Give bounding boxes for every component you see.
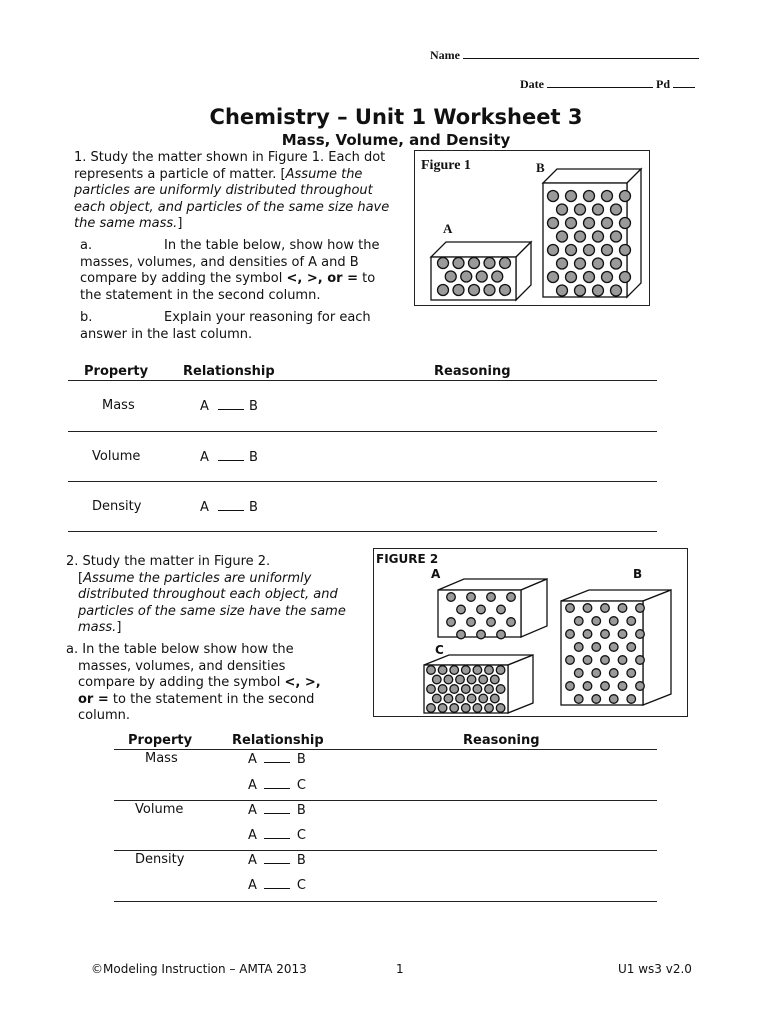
particle-dot xyxy=(492,271,503,282)
q2-mass-ab-blank[interactable] xyxy=(264,751,290,763)
particle-dot xyxy=(438,704,447,713)
q2-header-reasoning: Reasoning xyxy=(463,733,540,748)
figure-2 xyxy=(373,548,688,717)
particle-dot xyxy=(574,695,583,704)
particle-dot xyxy=(627,695,636,704)
particle-dot xyxy=(444,675,453,684)
q2-mass-row-ab: A B xyxy=(248,752,306,767)
particle-dot xyxy=(574,669,583,678)
particle-dot xyxy=(469,258,480,269)
particle-dot xyxy=(611,204,622,215)
particle-dot xyxy=(548,191,559,202)
page-subtitle: Mass, Volume, and Density xyxy=(281,131,511,149)
particle-dot xyxy=(433,694,442,703)
particle-dot xyxy=(457,630,466,639)
q1-density-answer-blank[interactable] xyxy=(218,499,244,511)
particle-dot xyxy=(574,643,583,652)
particle-dot xyxy=(609,643,618,652)
particle-dot xyxy=(447,593,456,602)
particle-dot xyxy=(620,272,631,283)
period-label: Pd xyxy=(656,77,671,91)
particle-dot xyxy=(507,618,516,627)
particle-dot xyxy=(485,666,494,675)
q2-volume-row-ab: A B xyxy=(248,803,306,818)
particle-dot xyxy=(485,685,494,694)
particle-dot xyxy=(575,285,586,296)
q1-volume-answer-blank[interactable] xyxy=(218,449,244,461)
particle-dot xyxy=(457,605,466,614)
particle-dot xyxy=(566,682,575,691)
particle-dot xyxy=(593,204,604,215)
particle-dot xyxy=(477,630,486,639)
particle-dot xyxy=(593,231,604,242)
particle-dot xyxy=(627,617,636,626)
particle-dot xyxy=(485,704,494,713)
q2-property-volume: Volume xyxy=(135,802,184,817)
particle-dot xyxy=(566,630,575,639)
particle-dot xyxy=(484,285,495,296)
q1-header-relationship: Relationship xyxy=(183,364,275,379)
particle-dot xyxy=(636,656,645,665)
particle-dot xyxy=(618,630,627,639)
particle-dot xyxy=(477,605,486,614)
particle-dot xyxy=(496,704,505,713)
figure-2-title: FIGURE 2 xyxy=(376,552,439,566)
particle-dot xyxy=(575,204,586,215)
particle-dot xyxy=(476,271,487,282)
footer-version: U1 ws3 v2.0 xyxy=(618,962,692,976)
q2-part-a: a. In the table below show how the masses, volumes, and densities compare by adding the symbol <, >, or = to the statement in the second column. xyxy=(66,642,321,724)
particle-dot xyxy=(473,685,482,694)
particle-dot xyxy=(427,704,436,713)
particle-dot xyxy=(456,675,465,684)
q2-header-property: Property xyxy=(128,733,193,748)
q2-header-relationship: Relationship xyxy=(232,733,324,748)
particle-dot xyxy=(584,218,595,229)
particle-dot xyxy=(473,666,482,675)
particle-dot xyxy=(584,245,595,256)
particle-dot xyxy=(602,218,613,229)
particle-dot xyxy=(450,666,459,675)
name-field[interactable] xyxy=(430,47,699,63)
particle-dot xyxy=(496,666,505,675)
particle-dot xyxy=(636,630,645,639)
q1-prompt: 1. Study the matter shown in Figure 1. Each dot represents a particle of matter. [Assume the particles are uniformly distributed throughout each object, and particles of the same size have the same mass.] xyxy=(74,150,390,232)
particle-dot xyxy=(583,630,592,639)
particle-dot xyxy=(461,271,472,282)
particle-dot xyxy=(611,258,622,269)
figure-1-title: Figure 1 xyxy=(421,158,471,173)
particle-dot xyxy=(618,682,627,691)
particle-dot xyxy=(601,604,610,613)
particle-dot xyxy=(447,618,456,627)
particle-dot xyxy=(583,682,592,691)
figure-1 xyxy=(414,150,650,306)
q2-property-mass: Mass xyxy=(145,751,178,766)
particle-dot xyxy=(602,245,613,256)
footer-copyright: ©Modeling Instruction – AMTA 2013 xyxy=(91,962,307,976)
figure-1-label-a: A xyxy=(443,221,453,236)
q2-mass-row-ac: A C xyxy=(248,778,306,793)
name-label: Name xyxy=(430,48,460,62)
figure-2-label-c: C xyxy=(435,643,444,657)
particle-dot xyxy=(445,271,456,282)
particle-dot xyxy=(453,258,464,269)
particle-dot xyxy=(620,191,631,202)
particle-dot xyxy=(566,191,577,202)
particle-dot xyxy=(491,675,500,684)
particle-dot xyxy=(438,685,447,694)
particle-dot xyxy=(574,617,583,626)
particle-dot xyxy=(497,605,506,614)
particle-dot xyxy=(618,656,627,665)
particle-dot xyxy=(462,666,471,675)
particle-dot xyxy=(487,618,496,627)
q1-part-a: a. In the table below, show how the masses, volumes, and densities of A and B compare by adding the symbol <, >, or = to the statement in the second column. xyxy=(80,238,380,303)
particle-dot xyxy=(566,245,577,256)
particle-dot xyxy=(484,258,495,269)
particle-dot xyxy=(433,675,442,684)
page-title: Chemistry – Unit 1 Worksheet 3 xyxy=(209,105,583,129)
particle-dot xyxy=(453,285,464,296)
particle-dot xyxy=(593,258,604,269)
particle-dot xyxy=(487,593,496,602)
particle-dot xyxy=(548,218,559,229)
q1-header-reasoning: Reasoning xyxy=(434,364,511,379)
particle-dot xyxy=(456,694,465,703)
figure-2-label-b: B xyxy=(633,567,643,581)
particle-dot xyxy=(566,656,575,665)
q2-density-ab-blank[interactable] xyxy=(264,852,290,864)
particle-dot xyxy=(636,682,645,691)
particle-dot xyxy=(627,669,636,678)
figure-1-label-b: B xyxy=(536,160,545,175)
particle-dot xyxy=(500,258,511,269)
q2-volume-ac-blank[interactable] xyxy=(264,827,290,839)
particle-dot xyxy=(479,694,488,703)
particle-dot xyxy=(601,656,610,665)
particle-dot xyxy=(592,643,601,652)
q2-prompt: 2. Study the matter in Figure 2. [Assume the particles are uniformly distributed throughout each object, and particles of the same size have the same mass.] xyxy=(66,554,346,636)
particle-dot xyxy=(566,218,577,229)
particle-dot xyxy=(601,682,610,691)
footer-page-number: 1 xyxy=(396,962,404,976)
particle-dot xyxy=(438,285,449,296)
particle-dot xyxy=(627,643,636,652)
particle-dot xyxy=(507,593,516,602)
particle-dot xyxy=(601,630,610,639)
particle-dot xyxy=(496,685,505,694)
particle-dot xyxy=(557,285,568,296)
particle-dot xyxy=(557,204,568,215)
q1-header-property: Property xyxy=(84,364,149,379)
particle-dot xyxy=(427,685,436,694)
particle-dot xyxy=(491,694,500,703)
q2-volume-ab-blank[interactable] xyxy=(264,802,290,814)
particle-dot xyxy=(584,272,595,283)
q2-mass-ac-blank[interactable] xyxy=(264,777,290,789)
particle-dot xyxy=(438,258,449,269)
particle-dot xyxy=(548,272,559,283)
figure-2-label-a: A xyxy=(431,567,441,581)
particle-dot xyxy=(636,604,645,613)
particle-dot xyxy=(444,694,453,703)
particle-dot xyxy=(557,258,568,269)
particle-dot xyxy=(438,666,447,675)
particle-dot xyxy=(500,285,511,296)
particle-dot xyxy=(592,669,601,678)
particle-dot xyxy=(593,285,604,296)
particle-dot xyxy=(497,630,506,639)
particle-dot xyxy=(462,685,471,694)
particle-dot xyxy=(467,593,476,602)
particle-dot xyxy=(467,618,476,627)
particle-dot xyxy=(557,231,568,242)
q2-property-density: Density xyxy=(135,852,185,867)
particle-dot xyxy=(602,191,613,202)
particle-dot xyxy=(618,604,627,613)
q2-density-row-ab: A B xyxy=(248,853,306,868)
particle-dot xyxy=(566,604,575,613)
particle-dot xyxy=(566,272,577,283)
particle-dot xyxy=(583,656,592,665)
particle-dot xyxy=(592,617,601,626)
particle-dot xyxy=(450,704,459,713)
particle-dot xyxy=(548,245,559,256)
particle-dot xyxy=(583,604,592,613)
q2-density-ac-blank[interactable] xyxy=(264,877,290,889)
q2-density-row-ac: A C xyxy=(248,878,306,893)
q1-part-b: b. Explain your reasoning for each answer in the last column. xyxy=(80,310,371,342)
q2-volume-row-ac: A C xyxy=(248,828,306,843)
particle-dot xyxy=(575,231,586,242)
particle-dot xyxy=(620,218,631,229)
particle-dot xyxy=(602,272,613,283)
particle-dot xyxy=(584,191,595,202)
particle-dot xyxy=(620,245,631,256)
particle-dot xyxy=(467,694,476,703)
particle-dot xyxy=(467,675,476,684)
date-label: Date xyxy=(520,77,544,91)
particle-dot xyxy=(427,666,436,675)
particle-dot xyxy=(469,285,480,296)
particle-dot xyxy=(611,285,622,296)
particle-dot xyxy=(450,685,459,694)
particle-dot xyxy=(479,675,488,684)
date-period-field[interactable] xyxy=(520,76,695,92)
particle-dot xyxy=(575,258,586,269)
particle-dot xyxy=(592,695,601,704)
particle-dot xyxy=(462,704,471,713)
particle-dot xyxy=(609,695,618,704)
particle-dot xyxy=(609,617,618,626)
particle-dot xyxy=(611,231,622,242)
q1-mass-answer-blank[interactable] xyxy=(218,398,244,410)
particle-dot xyxy=(473,704,482,713)
particle-dot xyxy=(609,669,618,678)
